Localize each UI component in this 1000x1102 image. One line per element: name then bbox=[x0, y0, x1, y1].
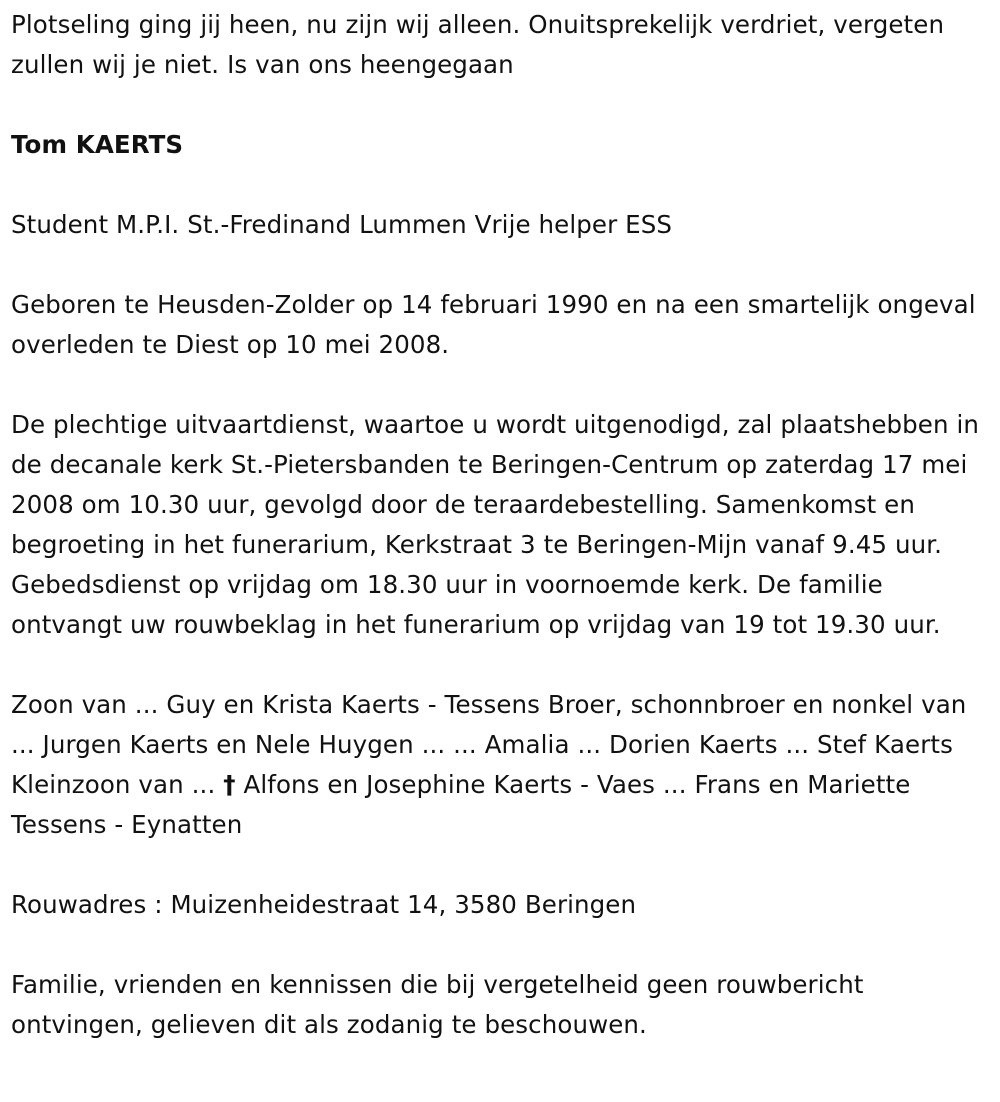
closing-paragraph: Familie, vrienden en kennissen die bij vergetelheid geen rouwbericht ontvingen, gelieven dit als zodanig te beschouwen. bbox=[11, 970, 864, 1039]
mourning-address: Rouwadres : Muizenheidestraat 14, 3580 Beringen bbox=[11, 890, 637, 919]
opening-verse: Plotseling ging jij heen, nu zijn wij alleen. Onuitsprekelijk verdriet, vergeten zullen wij je niet. Is van ons heengegaan bbox=[11, 10, 945, 79]
family-text-end: Alfons en Josephine Kaerts - Vaes ... Frans en Mariette Tessens - Eynatten bbox=[11, 770, 911, 839]
cross-icon: † bbox=[223, 770, 236, 799]
funeral-service-paragraph: De plechtige uitvaartdienst, waartoe u wordt uitgenodigd, zal plaatshebben in de decanale kerk St.-Pietersbanden te Beringen-Centrum op zaterdag 17 mei 2008 om 10.30 uur, gevolgd door de teraardebestelling. Samenkomst en begroeting in het funerarium, Kerkstraat 3 te Beringen-Mijn vanaf 9.45 uur. Gebedsdienst op vrijdag om 18.30 uur in voornoemde kerk. De familie ontvangt uw rouwbeklag in het funerarium op vrijdag van 19 tot 19.30 uur. bbox=[11, 410, 980, 639]
occupation-line: Student M.P.I. St.-Fredinand Lummen Vrije helper ESS bbox=[11, 210, 673, 239]
family-text-start: Zoon van ... Guy en Krista Kaerts - Tessens Broer, schonnbroer en nonkel van ... Jurgen Kaerts en Nele Huygen ... ... Amalia ... Dorien Kaerts ... Stef Kaerts Kleinzoon van ... bbox=[11, 690, 967, 799]
family-paragraph bbox=[11, 685, 996, 845]
obituary-notice bbox=[11, 5, 996, 1045]
birth-death-paragraph: Geboren te Heusden-Zolder op 14 februari 1990 en na een smartelijk ongeval overleden te Diest op 10 mei 2008. bbox=[11, 290, 976, 359]
deceased-name: Tom KAERTS bbox=[11, 130, 184, 159]
